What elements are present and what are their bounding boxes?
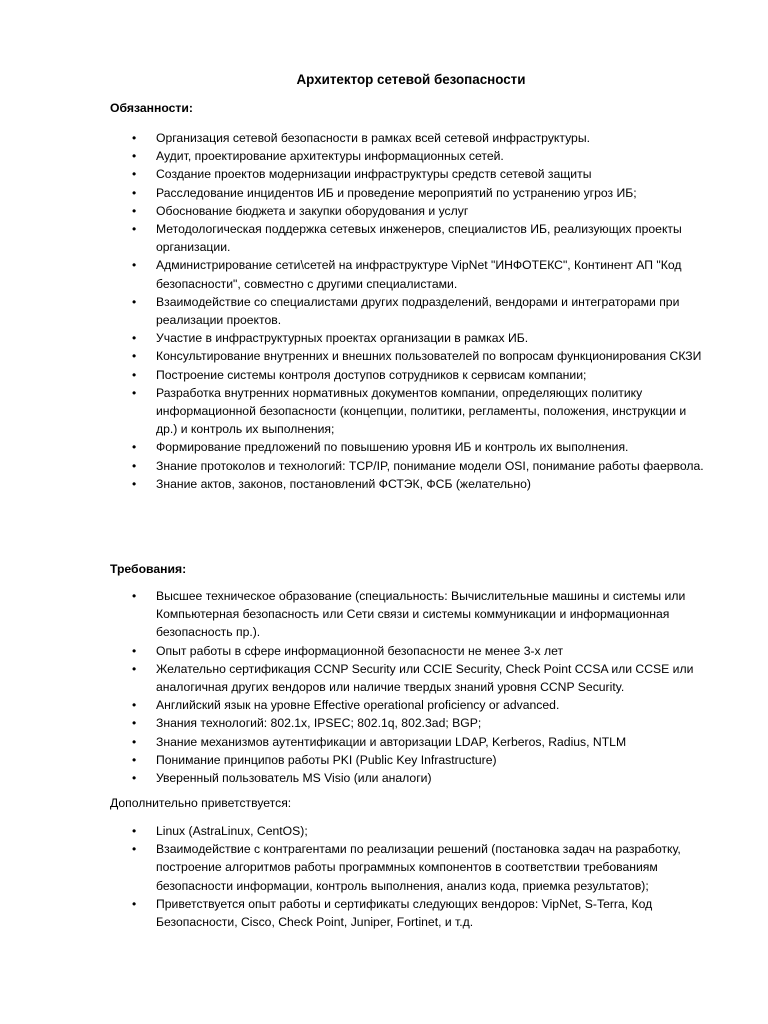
list-item xyxy=(0,256,768,292)
list-item xyxy=(0,220,768,256)
bullet-icon: • xyxy=(132,440,137,455)
list-item xyxy=(0,293,768,329)
bullet-icon: • xyxy=(132,294,137,309)
list-item xyxy=(0,366,768,384)
list-item xyxy=(0,165,768,183)
bullet-icon: • xyxy=(132,771,137,786)
bullet-icon: • xyxy=(132,222,137,237)
list-item-text: Построение системы контроля доступов сотрудников к сервисам компании; xyxy=(156,367,587,382)
list-item xyxy=(0,438,768,456)
list-item-text: Методологическая поддержка сетевых инженеров, специалистов ИБ, реализующих проекты организации. xyxy=(156,222,682,255)
list-item-text: Linux (AstraLinux, CentOS); xyxy=(156,824,308,838)
list-item xyxy=(0,769,768,787)
bullet-icon: • xyxy=(132,896,137,911)
list-item-text: Организация сетевой безопасности в рамках всей сетевой инфраструктуры. xyxy=(156,131,590,145)
list-item-text: Взаимодействие со специалистами других подразделений, вендорами и интеграторами при реализации проектов. xyxy=(156,294,680,328)
list-item-text: Создание проектов модернизации инфраструктуры средств сетевой защиты xyxy=(156,167,592,182)
bullet-icon: • xyxy=(132,167,137,182)
document-title: Архитектор сетевой безопасности xyxy=(296,72,526,87)
list-item xyxy=(0,895,768,931)
bullet-icon: • xyxy=(132,458,137,473)
list-item xyxy=(0,384,768,439)
bullet-icon: • xyxy=(132,824,137,838)
duties-list xyxy=(0,129,768,493)
list-item-text: Участие в инфраструктурных проектах организации в рамках ИБ. xyxy=(156,331,529,346)
list-item-text: Взаимодействие с контрагентами по реализации решений (постановка задач на разработку, построение алгоритмов работы программных компонентов в соответствии требованиям безопасности информации, контроль выполнения, анализ кода, приемка результатов); xyxy=(156,842,681,893)
bullet-icon: • xyxy=(132,131,137,145)
list-item-text: Желательно сертификация CCNP Security или CCIE Security, Check Point CCSA или CCSE или аналогичная других вендоров или наличие твердых знаний уровня CCNP Security. xyxy=(156,661,694,695)
list-item xyxy=(0,642,768,660)
list-item xyxy=(0,184,768,202)
list-item xyxy=(0,587,768,642)
additional-list xyxy=(0,822,768,931)
bullet-icon: • xyxy=(132,716,137,731)
list-item xyxy=(0,714,768,732)
list-item-text: Уверенный пользователь MS Visio (или аналоги) xyxy=(156,771,432,786)
list-item-text: Английский язык на уровне Effective operational proficiency or advanced. xyxy=(156,698,560,713)
bullet-icon: • xyxy=(132,331,137,346)
list-item xyxy=(0,840,768,895)
list-item-text: Расследование инцидентов ИБ и проведение мероприятий по устранению угроз ИБ; xyxy=(156,185,637,200)
list-item-text: Консультирование внутренних и внешних пользователей по вопросам функционирования СКЗИ xyxy=(156,349,702,364)
list-item xyxy=(0,733,768,751)
bullet-icon: • xyxy=(132,149,137,164)
bullet-icon: • xyxy=(132,367,137,382)
list-item-text: Разработка внутренних нормативных документов компании, определяющих политику информационной безопасности (концепции, политики, регламенты, положения, инструкции и др.) и контроль их выполнения; xyxy=(156,385,687,437)
bullet-icon: • xyxy=(132,258,137,273)
list-item xyxy=(0,129,768,147)
bullet-icon: • xyxy=(132,734,137,749)
list-item-text: Формирование предложений по повышению уровня ИБ и контроль их выполнения. xyxy=(156,440,629,455)
duties-heading: Обязанности: xyxy=(110,101,193,115)
list-item xyxy=(0,329,768,347)
bullet-icon: • xyxy=(132,698,137,713)
list-item xyxy=(0,822,768,840)
bullet-icon: • xyxy=(132,476,137,491)
list-item-text: Высшее техническое образование (специальность: Вычислительные машины и системы или Компьютерная безопасность или Сети связи и системы коммуникации и информационная безопасность пр.). xyxy=(156,589,686,640)
bullet-icon: • xyxy=(132,589,137,603)
requirements-heading: Требования: xyxy=(110,562,187,576)
list-item-text: Знание актов, законов, постановлений ФСТЭК, ФСБ (желательно) xyxy=(156,476,531,491)
bullet-icon: • xyxy=(132,203,137,218)
list-item-text: Знание механизмов аутентификации и авторизации LDAP, Kerberos, Radius, NTLM xyxy=(156,734,627,749)
list-item-text: Знание протоколов и технологий: TCP/IP, понимание модели OSI, понимание работы фаервола. xyxy=(156,458,704,473)
bullet-icon: • xyxy=(132,842,137,857)
requirements-list xyxy=(0,587,768,787)
list-item xyxy=(0,202,768,220)
list-item-text: Понимание принципов работы PKI (Public Key Infrastructure) xyxy=(156,752,497,767)
bullet-icon: • xyxy=(132,643,137,658)
bullet-icon: • xyxy=(132,661,137,676)
list-item xyxy=(0,457,768,475)
list-item-text: Опыт работы в сфере информационной безопасности не менее 3-х лет xyxy=(156,643,564,658)
list-item xyxy=(0,751,768,769)
bullet-icon: • xyxy=(132,752,137,767)
list-item xyxy=(0,660,768,696)
list-item xyxy=(0,696,768,714)
list-item-text: Аудит, проектирование архитектуры информационных сетей. xyxy=(156,149,504,164)
list-item xyxy=(0,347,768,365)
list-item-text: Администрирование сети\сетей на инфраструктуре VipNet "ИНФОТЕКС", Континент АП "Код безопасности", совместно с другими специалистами. xyxy=(156,258,682,291)
bullet-icon: • xyxy=(132,185,137,200)
list-item-text: Приветствуется опыт работы и сертификаты следующих вендоров: VipNet, S-Terra, Код Безопасности, Cisco, Check Point, Juniper, Fortinet, и т.д. xyxy=(156,896,653,930)
list-item-text: Знания технологий: 802.1x, IPSEC; 802.1q, 802.3ad; BGP; xyxy=(156,716,482,731)
bullet-icon: • xyxy=(132,385,137,400)
bullet-icon: • xyxy=(132,349,137,364)
list-item-text: Обоснование бюджета и закупки оборудования и услуг xyxy=(156,203,469,218)
list-item xyxy=(0,475,768,493)
additional-heading: Дополнительно приветствуется: xyxy=(110,796,292,810)
list-item xyxy=(0,147,768,165)
